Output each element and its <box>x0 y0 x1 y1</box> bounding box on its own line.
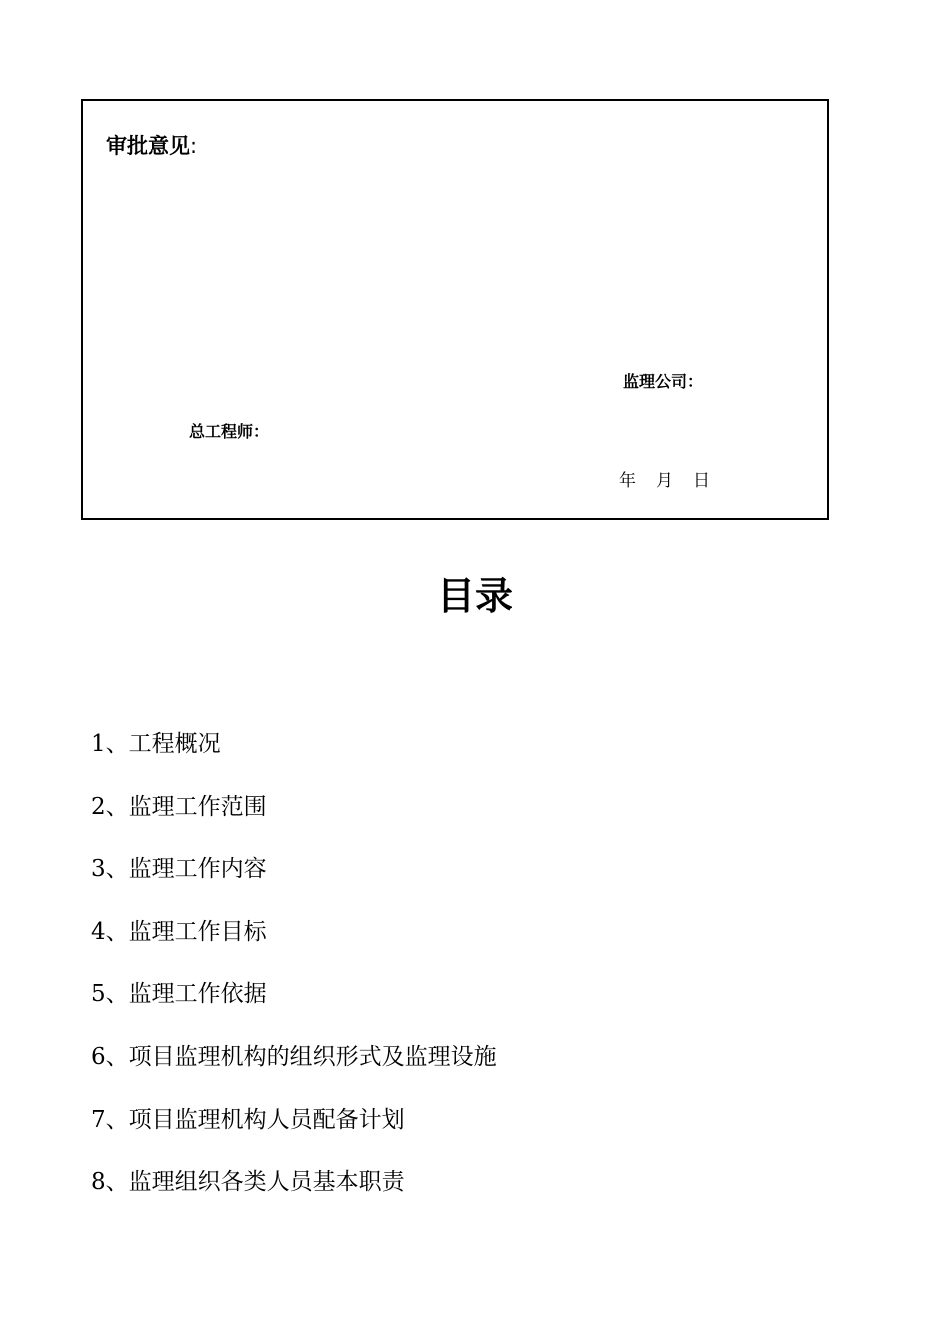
toc-item-2: 2、监理工作范围 <box>91 793 267 820</box>
toc-title: 目录 <box>436 574 513 618</box>
toc-item-4: 4、监理工作目标 <box>91 918 267 945</box>
toc-item-5: 5、监理工作依据 <box>91 981 267 1008</box>
chief-engineer-label: 总工程师： <box>189 422 270 441</box>
date-month-label: 月 <box>656 471 673 491</box>
date-day-label: 日 <box>693 471 710 491</box>
supervision-company-label: 监理公司： <box>623 372 704 391</box>
toc-item-7: 7、项目监理机构人员配备计划 <box>91 1106 405 1133</box>
approval-section <box>81 99 829 520</box>
toc-item-8: 8、监理组织各类人员基本职责 <box>91 1169 405 1196</box>
toc-list <box>91 728 497 1229</box>
date-year-label: 年 <box>619 471 636 491</box>
approval-title-colon: : <box>190 134 198 158</box>
approval-title-text: 审批意见 <box>106 134 190 158</box>
toc-item-1: 1、工程概况 <box>91 731 221 757</box>
toc-item-6: 6、项目监理机构的组织形式及监理设施 <box>91 1043 497 1070</box>
toc-item-3: 3、监理工作内容 <box>91 856 267 883</box>
approval-title <box>106 131 197 161</box>
date-line <box>619 469 710 493</box>
